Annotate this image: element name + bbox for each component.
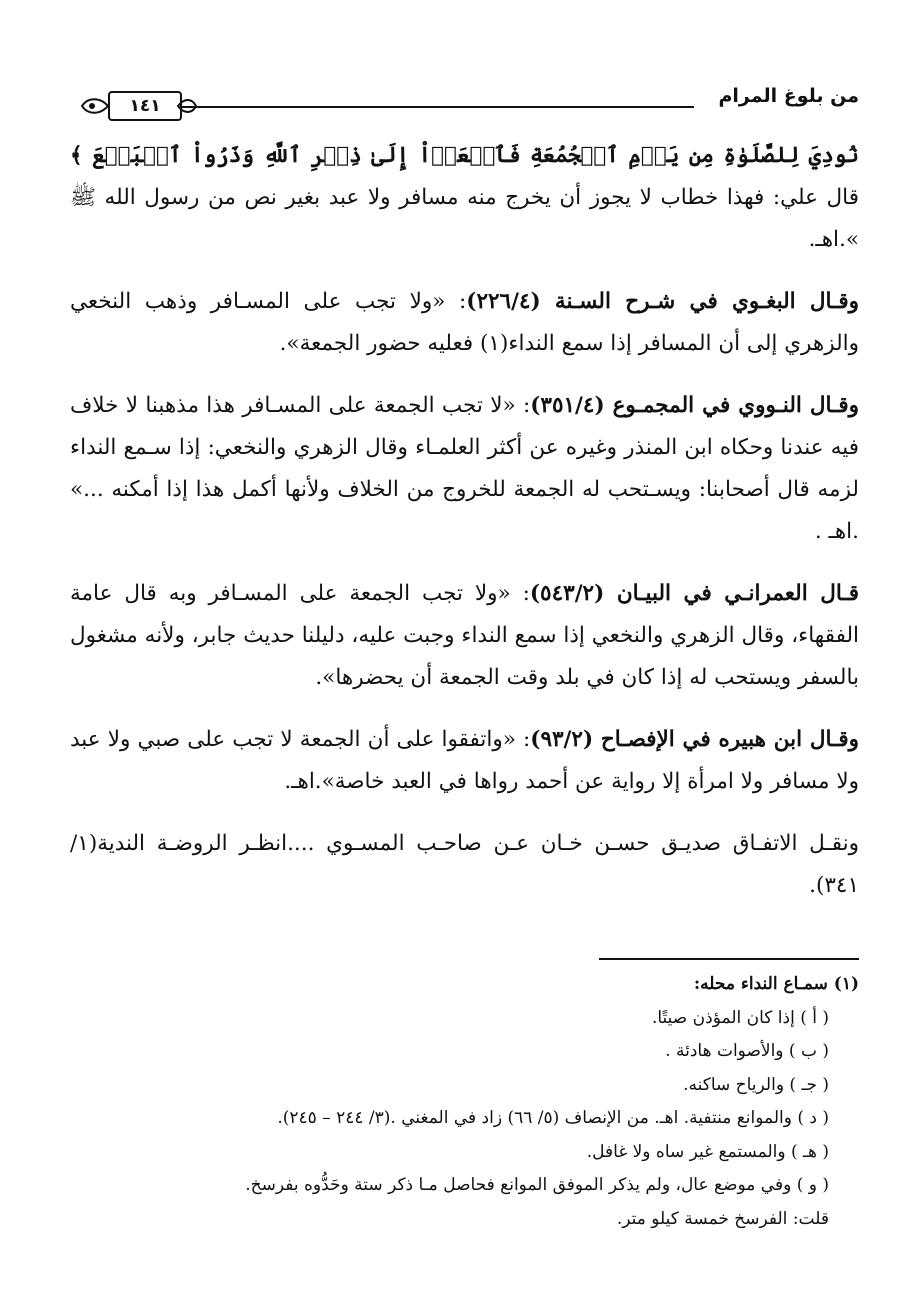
paragraph-4 xyxy=(70,573,859,699)
footnote-item: ( د ) والموانع منتفية. اهـ. من الإنصاف (٥/ ٦٦) زاد في المغني .(٣/ ٢٤٤ – ٢٤٥). xyxy=(277,1108,829,1128)
footnote-item: ( ب ) والأصوات هادئة . xyxy=(665,1041,829,1061)
paragraph-2 xyxy=(70,281,859,365)
paragraph-1-text: قال علي: فهذا خطاب لا يجوز أن يخرج منه مسافر ولا عبد بغير نص من رسول الله ﷺ ».اهـ. xyxy=(70,185,859,252)
paragraph-3-text: : «لا تجب الجمعة على المسـافر هذا مذهبنا لا خلاف فيه عندنا وحكاه ابن المنذر وغيره عن أكثر العلمـاء وقال الزهري والنخعي: إذا سـمع النداء لزمه قال أصحابنا: ويسـتحب له الجمعة للخروج من الخلاف ولأنها أكمل هذا إذا أمكنه ...» .اهـ . xyxy=(70,393,859,544)
footnote-item: قلت: الفرسخ خمسة كيلو متر. xyxy=(616,1208,829,1229)
footnote-item: ( أ ) إذا كان المؤذن صيتًا. xyxy=(651,1007,829,1028)
paragraph-3-lead: وقـال النـووي في المجمـوع (٣٥١/٤) xyxy=(530,393,859,418)
footnote-item: ( هـ ) والمستمع غير ساه ولا غافل. xyxy=(586,1141,829,1162)
running-title: من بلوغ المرام xyxy=(718,85,859,107)
page-number: ١٤١ xyxy=(108,91,182,121)
header-rule xyxy=(175,106,694,108)
paragraph-1 xyxy=(70,135,859,261)
footnote-item: ( جـ ) والرياح ساكنه. xyxy=(683,1074,829,1095)
quran-verse: نُودِيَ لِلصَّلَوٰةِ مِن يَوۡمِ ٱلۡجُمُعَةِ فَٱسۡعَوۡاْ إِلَىٰ ذِكۡرِ ٱللَّهِ وَذَرُواْ ٱلۡبَيۡعَ ﴾ xyxy=(70,143,859,168)
paragraph-3 xyxy=(70,385,859,553)
main-text xyxy=(70,135,859,927)
paragraph-5-lead: وقـال ابن هبيره في الإفصـاح (٩٣/٢) xyxy=(530,727,859,752)
footnotes xyxy=(70,968,859,1236)
paragraph-6 xyxy=(70,823,859,907)
footnote-rule xyxy=(599,958,859,960)
ornament-right-icon xyxy=(176,95,198,117)
paragraph-2-text: : «ولا تجب على المسـافر وذهب النخعي والزهري إلى أن المسافر إذا سمع النداء(١) فعليه حضور الجمعة». xyxy=(70,289,859,356)
ornament-left-icon xyxy=(80,95,110,117)
page-header xyxy=(80,85,859,125)
footnote-item: ( و ) وفي موضع عال، ولم يذكر الموفق الموانع فحاصل مـا ذكر ستة وحَدُّوه بفرسخ. xyxy=(245,1175,829,1195)
paragraph-5 xyxy=(70,719,859,803)
paragraph-4-lead: قـال العمرانـي في البيـان (٥٤٣/٢) xyxy=(529,581,859,606)
paragraph-2-lead: وقـال البغـوي في شـرح السـنة (٢٢٦/٤) xyxy=(466,289,859,314)
paragraph-6-text: ونقـل الاتفـاق صديـق حسـن خـان عـن صاحـب المسـوي ....انظـر الروضـة الندية(١/ ٣٤١). xyxy=(70,831,859,898)
paragraph-4-text: : «ولا تجب الجمعة على المسـافر وبه قال عامة الفقهاء، وقال الزهري والنخعي إذا سمع النداء وجبت عليه، دليلنا حديث جابر، ولأنه مشغول بالسفر ويستحب له إذا كان في بلد وقت الجمعة أن يحضرها». xyxy=(70,581,859,690)
paragraph-5-text: : «واتفقوا على أن الجمعة لا تجب على صبي ولا عبد ولا مسافر ولا امرأة إلا رواية عن أحمد رواها في العبد خاصة».اهـ. xyxy=(70,727,859,794)
footnote-heading: (١) سمـاع النداء محله: xyxy=(693,974,859,994)
